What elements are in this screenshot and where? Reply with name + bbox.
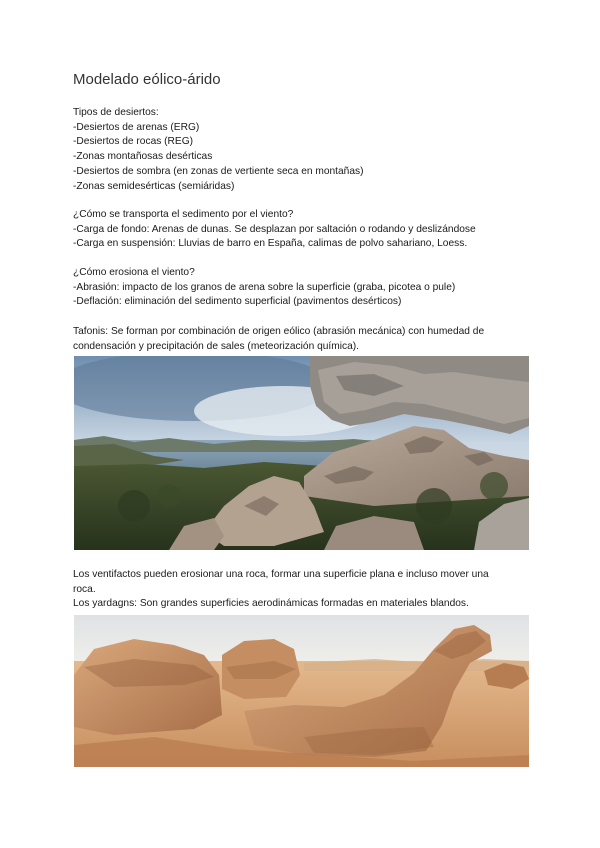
paragraph-line: roca. [73,583,96,595]
list-item: -Desiertos de sombra (en zonas de vertiente seca en montañas) [73,165,364,177]
deserts-heading: Tipos de desiertos: [73,107,159,118]
paragraph-line: Los ventifactos pueden erosionar una roca, formar una superficie plana e incluso mover una [73,569,489,580]
paragraph-line: Los yardagns: Son grandes superficies aerodinámicas formadas en materiales blandos. [73,598,469,610]
transport-section [73,208,476,252]
transport-heading: ¿Cómo se transporta el sedimento por el viento? [73,209,294,220]
erosion-heading: ¿Cómo erosiona el viento? [73,267,195,278]
yardang-photo [74,615,529,767]
paragraph-line: condensación y precipitación de sales (meteorización química). [73,340,359,352]
list-item: -Carga de fondo: Arenas de dunas. Se desplazan por saltación o rodando y deslizándose [73,223,476,235]
page-title: Modelado eólico-árido [73,71,221,88]
list-item: -Carga en suspensión: Lluvias de barro en España, calimas de polvo sahariano, Loess. [73,238,468,250]
list-item: -Zonas montañosas desérticas [73,151,213,163]
paragraph-line: Tafonis: Se forman por combinación de origen eólico (abrasión mecánica) con humedad de [73,326,485,337]
erosion-section [73,266,455,310]
tafonis-section [73,325,484,354]
tafoni-photo [74,356,529,550]
deserts-section [73,106,364,194]
list-item: -Desiertos de rocas (REG) [73,136,194,148]
list-item: -Desiertos de arenas (ERG) [73,121,200,133]
list-item: -Deflación: eliminación del sedimento superficial (pavimentos desérticos) [73,296,402,308]
list-item: -Abrasión: impacto de los granos de arena sobre la superficie (graba, picotea o pule) [73,281,456,293]
ventifacts-section [73,568,489,612]
list-item: -Zonas semidesérticas (semiáridas) [73,180,235,192]
